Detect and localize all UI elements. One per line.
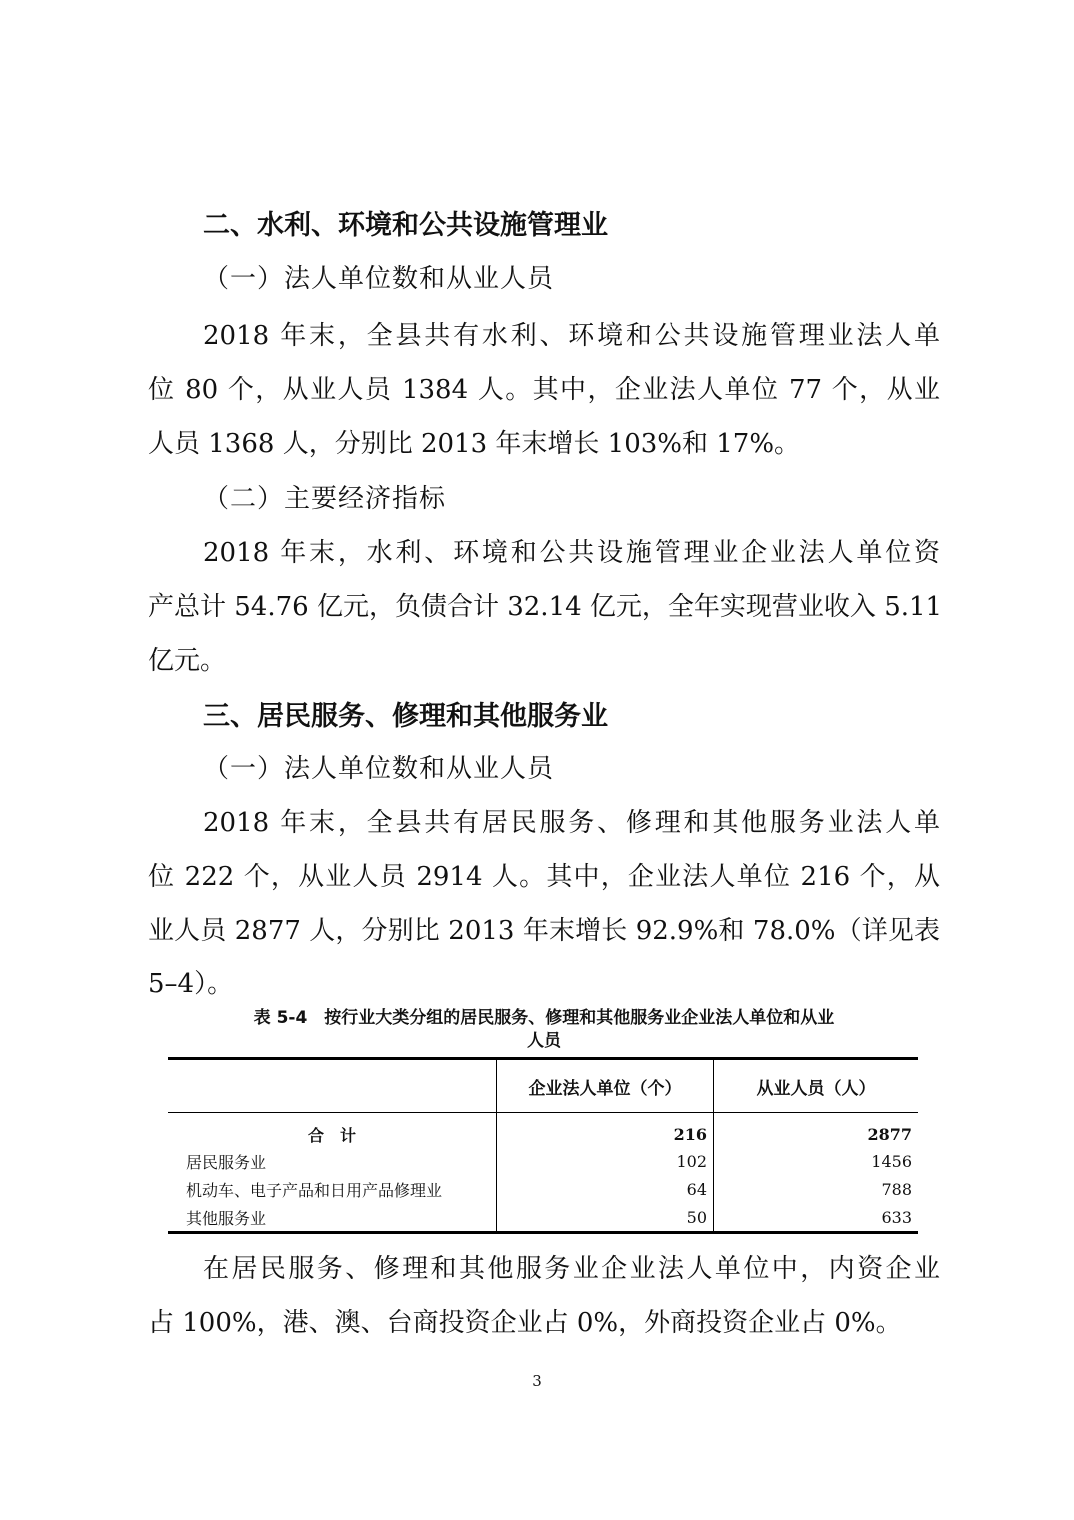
table-cell-label: 合 计 bbox=[168, 1113, 497, 1148]
paragraph-line: 在居民服务、修理和其他服务业企业法人单位中，内资企业 bbox=[203, 1254, 940, 1284]
paragraph-line: 亿元。 bbox=[148, 646, 227, 676]
table-cell-value: 633 bbox=[714, 1203, 919, 1233]
table-row bbox=[168, 1147, 918, 1175]
data-table bbox=[168, 1057, 918, 1234]
paragraph-line: 2018 年末，水利、环境和公共设施管理业企业法人单位资 bbox=[203, 538, 940, 568]
paragraph-line: 人员 1368 人，分别比 2013 年末增长 103%和 17%。 bbox=[148, 429, 801, 459]
table-caption-line-2: 人员 bbox=[527, 1031, 561, 1051]
section2-heading: 二、水利、环境和公共设施管理业 bbox=[203, 210, 608, 241]
paragraph-line: 业人员 2877 人，分别比 2013 年末增长 92.9%和 78.0%（详见表 bbox=[148, 916, 940, 946]
paragraph-line: 2018 年末，全县共有居民服务、修理和其他服务业法人单 bbox=[203, 808, 940, 838]
table-cell-value: 2877 bbox=[867, 1124, 912, 1144]
paragraph-line: 占 100%，港、澳、台商投资企业占 0%，外商投资企业占 0%。 bbox=[148, 1308, 902, 1338]
table-cell-value: 64 bbox=[497, 1175, 714, 1203]
section2-subheading-1: （一）法人单位数和从业人员 bbox=[203, 264, 555, 294]
table-cell-value: 1456 bbox=[871, 1151, 912, 1171]
table-header-row bbox=[168, 1059, 918, 1113]
table-cell-value: 216 bbox=[497, 1113, 714, 1148]
paragraph-line: 位 80 个，从业人员 1384 人。其中，企业法人单位 77 个，从业 bbox=[148, 375, 940, 405]
table-row bbox=[168, 1175, 918, 1203]
paragraph-line: 5–4）。 bbox=[148, 969, 234, 999]
table-row-total bbox=[168, 1113, 918, 1148]
section3-subheading-1: （一）法人单位数和从业人员 bbox=[203, 754, 555, 784]
paragraph-line: 产总计 54.76 亿元，负债合计 32.14 亿元，全年实现营业收入 5.11 bbox=[148, 592, 943, 622]
table-cell-value: 102 bbox=[497, 1147, 714, 1175]
table-cell-value: 788 bbox=[881, 1179, 912, 1199]
table-header-cell bbox=[168, 1059, 497, 1113]
table-caption-line-1: 表 5-4 按行业大类分组的居民服务、修理和其他服务业企业法人单位和从业 bbox=[253, 1008, 835, 1028]
paragraph-line: 位 222 个，从业人员 2914 人。其中，企业法人单位 216 个，从 bbox=[148, 862, 940, 892]
table-cell-label: 机动车、电子产品和日用产品修理业 bbox=[168, 1175, 497, 1203]
table-header-cell: 从业人员（人） bbox=[714, 1059, 919, 1113]
table-header-cell: 企业法人单位（个） bbox=[497, 1059, 714, 1113]
table-row bbox=[168, 1203, 918, 1233]
paragraph-line: 2018 年末，全县共有水利、环境和公共设施管理业法人单 bbox=[203, 321, 940, 351]
page-number: 3 bbox=[532, 1372, 542, 1390]
section2-subheading-2: （二）主要经济指标 bbox=[203, 484, 447, 514]
table-cell-value: 50 bbox=[497, 1203, 714, 1233]
table-cell-label: 居民服务业 bbox=[168, 1147, 497, 1175]
table-cell-label: 其他服务业 bbox=[168, 1203, 497, 1233]
table-caption bbox=[170, 1007, 918, 1053]
section3-heading: 三、居民服务、修理和其他服务业 bbox=[203, 701, 608, 732]
